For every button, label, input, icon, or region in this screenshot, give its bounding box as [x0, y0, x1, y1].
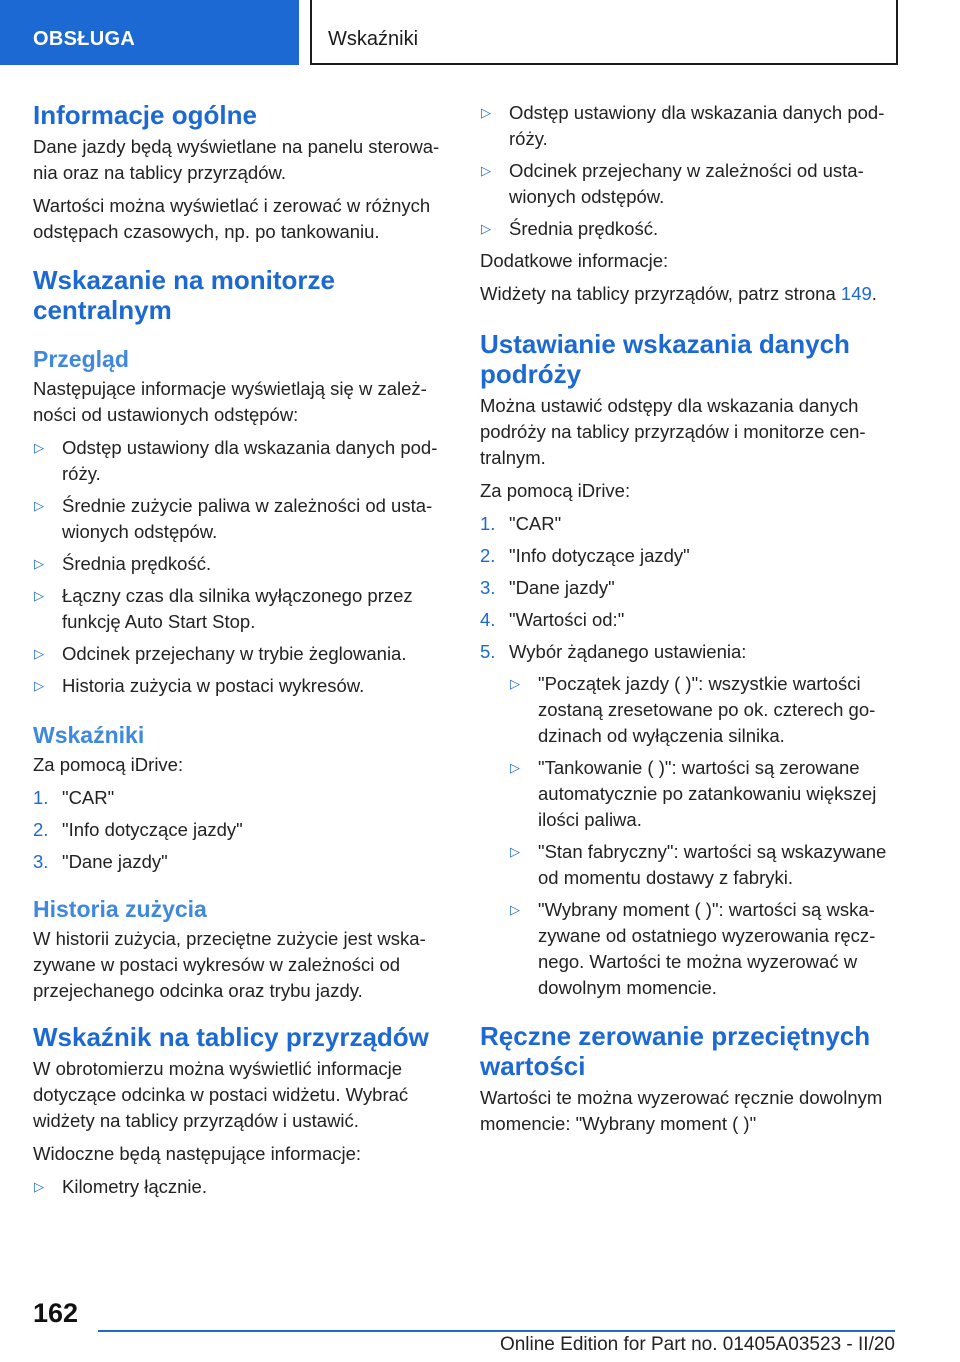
idrive-steps	[33, 785, 451, 875]
paragraph-idrive-right: Za pomocą iDrive:	[480, 480, 631, 501]
list-item: ▷ Odcinek przejechany w trybie żeglowania.	[33, 641, 451, 667]
right-column	[480, 100, 900, 1144]
triangle-bullet-icon: ▷	[481, 221, 491, 236]
footer-divider	[98, 1330, 895, 1332]
heading-trip-data-setting: Ustawianie wskazania danych podróży	[480, 329, 850, 389]
list-item: ▷ Średnia prędkość.	[33, 551, 451, 577]
footer-edition: Online Edition for Part no. 01405A03523 - II/20	[499, 1334, 895, 1355]
heading-general: Informacje ogólne	[33, 100, 257, 130]
triangle-bullet-icon: ▷	[34, 498, 44, 513]
setting-options-list	[509, 671, 900, 1001]
step-item: 3. "Dane jazdy"	[33, 851, 168, 872]
triangle-bullet-icon: ▷	[34, 556, 44, 571]
step-item: 3. "Dane jazdy"	[480, 577, 615, 598]
step-item: 1. "CAR"	[480, 513, 562, 534]
paragraph-idrive: Za pomocą iDrive:	[33, 754, 184, 775]
left-column	[33, 100, 451, 1206]
option-item: ▷ "Wybrany moment ( )": wartości są wska-zywane od ostatniego wyzerowania ręcz-nego. Wartości te można wyzerować w dowolnym momencie.	[510, 899, 876, 998]
heading-manual-reset: Ręczne zerowanie przeciętnych wartości	[480, 1021, 871, 1081]
header-section-tab	[0, 0, 299, 65]
option-item: ▷ "Stan fabryczny": wartości są wskazywane od momentu dostawy z fabryki.	[510, 841, 887, 888]
list-item: ▷ Łączny czas dla silnika wyłączonego przez funkcję Auto Start Stop.	[34, 585, 413, 632]
paragraph-manual-reset: Wartości te można wyzerować ręcznie dowolnym momencie: "Wybrany moment ( )"	[480, 1087, 883, 1134]
step-item: 2. "Info dotyczące jazdy"	[33, 819, 243, 840]
step-item: 5. Wybór żądanego ustawienia: ▷ "Początek jazdy ( )": wszystkie wartości zostaną zresetowane po ok. czterech go-dzinach od wyłączenia silnika. ▷ "Tankowanie ( )": wartości są zerowane automatycznie po zatankowaniu większej ilości paliwa. ▷ "Stan fabryczny": wartości są wskazywane od momentu dostawy z fabryki. ▷ "Wybrany moment ( )": wartości są wska-zywane od ostatniego wyzerowania ręcz-nego. Wartości te można wyzerować w dowolnym momencie.	[480, 639, 900, 1001]
paragraph-additional: Dodatkowe informacje:	[480, 250, 669, 271]
paragraph-general-1: Dane jazdy będą wyświetlane na panelu sterowa-nia oraz na tablicy przyrządów.	[33, 136, 440, 183]
list-item: ▷ Historia zużycia w postaci wykresów.	[33, 673, 451, 699]
step-item: 4. "Wartości od:"	[480, 609, 625, 630]
list-item: ▷ Średnia prędkość.	[480, 216, 900, 242]
page-link[interactable]: 149	[840, 283, 872, 304]
list-item: ▷ Odcinek przejechany w zależności od usta-wionych odstępów.	[481, 160, 864, 207]
paragraph-cluster-2: Widoczne będą następujące informacje:	[33, 1143, 362, 1164]
paragraph-setting: Można ustawić odstępy dla wskazania danych podróży na tablicy przyrządów i monitorze cen-tralnym.	[480, 395, 866, 468]
header-chapter-label: Wskaźniki	[328, 28, 419, 50]
page-number: 162	[33, 1298, 79, 1328]
cluster-list-continued	[480, 100, 900, 242]
heading-instrument-cluster: Wskaźnik na tablicy przyrządów	[33, 1022, 429, 1052]
triangle-bullet-icon: ▷	[481, 163, 491, 178]
paragraph-cluster-1: W obrotomierzu można wyświetlić informacje dotyczące odcinka w postaci widżetu. Wybrać widżety na tablicy przyrządów i ustawić.	[33, 1058, 409, 1131]
step-item: 2. "Info dotyczące jazdy"	[480, 545, 690, 566]
header-chapter-tab	[310, 0, 898, 65]
triangle-bullet-icon: ▷	[510, 760, 520, 775]
triangle-bullet-icon: ▷	[510, 902, 520, 917]
overview-list	[33, 435, 451, 699]
triangle-bullet-icon: ▷	[510, 676, 520, 691]
cluster-list	[33, 1174, 451, 1200]
triangle-bullet-icon: ▷	[34, 646, 44, 661]
paragraph-overview: Następujące informacje wyświetlają się w zależ-ności od ustawionych odstępów:	[33, 378, 427, 425]
triangle-bullet-icon: ▷	[34, 588, 44, 603]
triangle-bullet-icon: ▷	[34, 440, 44, 455]
triangle-bullet-icon: ▷	[34, 1179, 44, 1194]
list-item: ▷ Średnie zużycie paliwa w zależności od usta-wionych odstępów.	[34, 495, 433, 542]
option-item: ▷ "Początek jazdy ( )": wszystkie wartości zostaną zresetowane po ok. czterech go-dzinach od wyłączenia silnika.	[510, 673, 876, 746]
paragraph-history: W historii zużycia, przeciętne zużycie jest wska-zywane w postaci wykresów w zależności od przejechanego odcinka oraz trybu jazdy.	[33, 928, 426, 1001]
list-item: ▷ Odstęp ustawiony dla wskazania danych pod-róży.	[481, 102, 885, 149]
option-item: ▷ "Tankowanie ( )": wartości są zerowane automatycznie po zatankowaniu większej ilości paliwa.	[510, 757, 877, 830]
list-item: ▷ Kilometry łącznie.	[33, 1174, 451, 1200]
paragraph-general-2: Wartości można wyświetlać i zerować w różnych odstępach czasowych, np. po tankowaniu.	[33, 195, 431, 242]
header-section-label: OBSŁUGA	[33, 28, 136, 50]
triangle-bullet-icon: ▷	[481, 105, 491, 120]
heading-central-monitor: Wskazanie na monitorze centralnym	[33, 265, 335, 325]
heading-indicators: Wskaźniki	[33, 722, 145, 748]
heading-history: Historia zużycia	[33, 896, 207, 922]
triangle-bullet-icon: ▷	[34, 678, 44, 693]
setting-steps	[480, 511, 900, 1001]
list-item: ▷ Odstęp ustawiony dla wskazania danych pod-róży.	[34, 437, 438, 484]
heading-overview: Przegląd	[33, 346, 129, 372]
step-item: 1. "CAR"	[33, 787, 115, 808]
paragraph-widgets-reference: Widżety na tablicy przyrządów, patrz strona 149.	[480, 283, 877, 304]
triangle-bullet-icon: ▷	[510, 844, 520, 859]
